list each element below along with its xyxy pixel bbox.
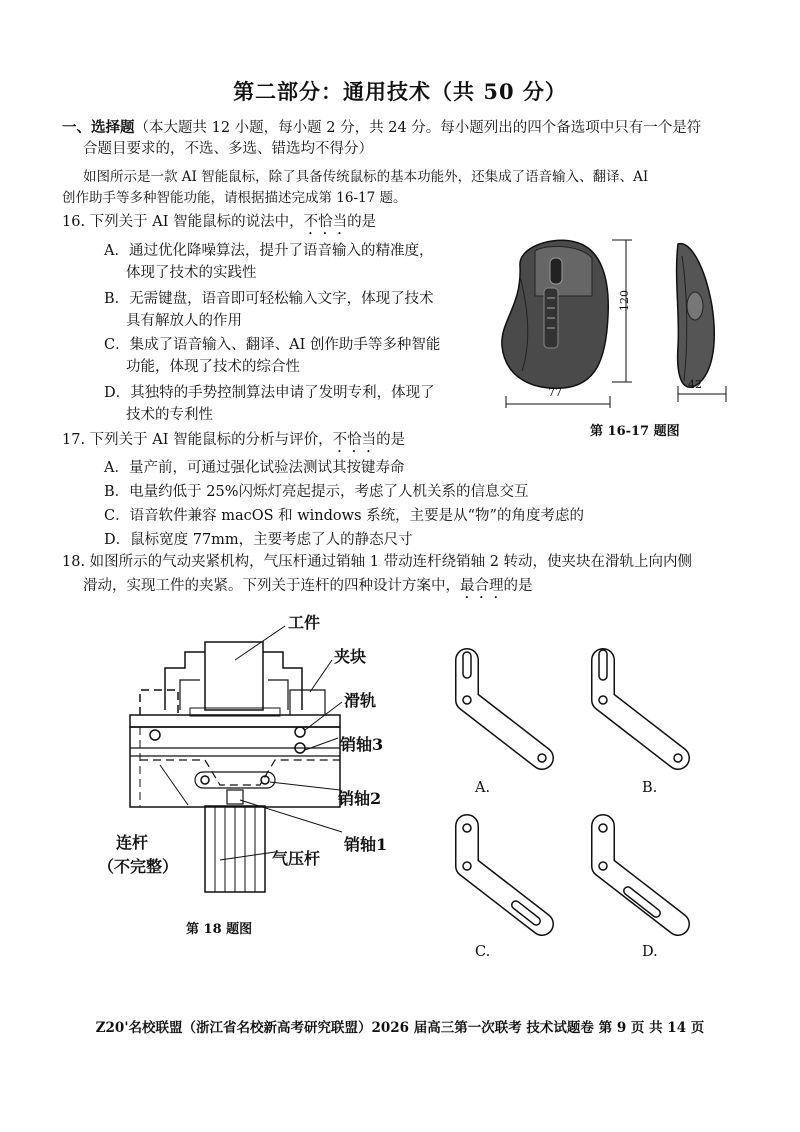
- choice-a-link: [432, 640, 572, 760]
- intro-line-1: 如图所示是一款 AI 智能鼠标，除了具备传统鼠标的基本功能外，还集成了语音输入、翻译、AI: [83, 169, 649, 185]
- label-incomplete: （不完整）: [98, 857, 179, 876]
- q17-stem-post: 的是: [376, 432, 406, 448]
- section-header: [62, 118, 701, 138]
- q16-option-a-line-1: A．通过优化降噪算法，提升了语音输入的精准度，: [104, 243, 434, 259]
- q17-stem-emph: 不恰当: [332, 432, 377, 448]
- q16-stem-pre: 下列关于 AI 智能鼠标的说法中，: [89, 214, 304, 230]
- intro-line-2: 创作助手等多种智能功能，请根据描述完成第 16-17 题。: [62, 190, 407, 206]
- page-footer: Z20'名校联盟（浙江省名校新高考研究联盟）2026 届高三第一次联考 技术试题卷 第 9 页 共 14 页: [95, 1020, 705, 1036]
- q18-stem-text-1: 如图所示的气动夹紧机构，气压杆通过销轴 1 带动连杆绕销轴 2 转动，使夹块在滑轨上向内侧: [89, 554, 693, 570]
- q18-stem-2: [83, 576, 533, 602]
- section-name: 选择题: [91, 119, 135, 136]
- q16-option-b-line-1: B．无需键盘，语音即可轻松输入文字，体现了技术: [104, 291, 434, 307]
- page-title: 第二部分：通用技术（共 50 分）: [233, 79, 567, 104]
- mouse-depth-dimension: 42: [688, 378, 702, 391]
- label-link: 连杆: [116, 833, 149, 852]
- q16-option-b-line-2: 具有解放人的作用: [126, 313, 242, 329]
- choice-b-label: B.: [642, 780, 658, 796]
- section-desc-1: （本大题共 12 小题，每小题 2 分，共 24 分。每小题列出的四个备选项中只有一个是符: [134, 120, 702, 136]
- mechanism-caption: 第 18 题图: [186, 922, 253, 937]
- q16-option-c: [104, 334, 440, 378]
- q18-stem-emph: 最合理: [460, 578, 504, 594]
- q16-number: 16.: [62, 214, 86, 230]
- q16-option-d: [104, 382, 435, 426]
- q17-stem: [62, 430, 405, 456]
- q16-option-c-line-1: C．集成了语音输入、翻译、AI 创作助手等多种智能: [104, 337, 441, 353]
- q18-number: 18.: [62, 554, 86, 570]
- q17-number: 17.: [62, 432, 86, 448]
- q16-option-b: [104, 288, 434, 332]
- q18-stem-post: 的是: [503, 578, 533, 594]
- section-desc-2: 合题目要求的，不选、多选、错选均不得分）: [83, 141, 373, 157]
- q17-option-c: C．语音软件兼容 macOS 和 windows 系统，主要是从“物”的角度考虑的: [104, 508, 584, 524]
- q16-option-d-line-2: 技术的专利性: [126, 407, 213, 423]
- q17-option-b: B．电量约低于 25%闪烁灯亮起提示，考虑了人机关系的信息交互: [104, 484, 529, 500]
- choice-c-label: C.: [475, 944, 491, 960]
- mouse-top-view: [502, 240, 608, 388]
- label-pin-3: 销轴3: [340, 735, 384, 754]
- q16-stem-emph: 不恰当: [303, 214, 348, 230]
- section-number: 一、: [62, 119, 91, 136]
- mouse-figure-caption: 第 16-17 题图: [590, 424, 680, 439]
- mouse-width-dimension: 77: [548, 386, 562, 399]
- q16-stem-post: 的是: [347, 214, 377, 230]
- choice-b-link: [568, 640, 708, 760]
- q16-option-c-line-2: 功能，体现了技术的综合性: [126, 359, 300, 375]
- label-pin-1: 销轴1: [344, 835, 388, 854]
- q17-option-d: D．鼠标宽度 77mm，主要考虑了人的静态尺寸: [104, 532, 413, 548]
- mouse-side-view: [677, 244, 715, 388]
- label-pin-2: 销轴2: [338, 789, 382, 808]
- label-cylinder: 气压杆: [272, 849, 321, 868]
- q16-option-a-line-2: 体现了技术的实践性: [126, 265, 257, 281]
- q17-stem-pre: 下列关于 AI 智能鼠标的分析与评价，: [89, 432, 333, 448]
- q17-option-a: A．量产前，可通过强化试验法测试其按键寿命: [104, 460, 405, 476]
- label-slide-rail: 滑轨: [344, 691, 377, 710]
- choice-a-label: A.: [475, 780, 491, 796]
- mouse-height-dimension: 120: [618, 290, 631, 311]
- label-workpiece: 工件: [288, 613, 321, 632]
- choice-d-label: D.: [642, 944, 658, 960]
- mouse-figure: [500, 236, 760, 426]
- q16-stem: [62, 212, 376, 238]
- label-clamp-block: 夹块: [334, 647, 367, 666]
- q16-option-a: [104, 240, 433, 284]
- q18-stem-1: [62, 552, 692, 572]
- q18-stem-pre: 滑动，实现工件的夹紧。下列关于连杆的四种设计方案中，: [83, 578, 460, 594]
- choice-c-link: [432, 806, 572, 936]
- q16-option-d-line-1: D．其独特的手势控制算法申请了发明专利，体现了: [104, 385, 435, 401]
- choice-d-link: [568, 806, 708, 936]
